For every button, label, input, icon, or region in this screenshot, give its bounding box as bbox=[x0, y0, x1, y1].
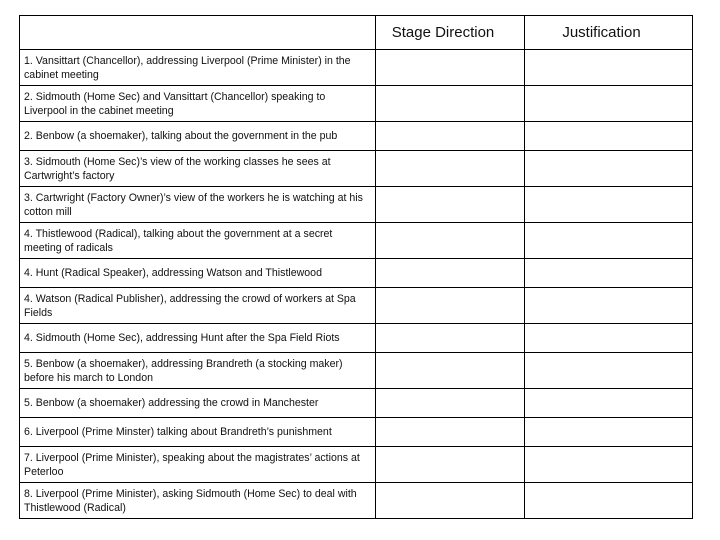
justification-cell[interactable] bbox=[525, 151, 693, 187]
scenario-cell: 2. Sidmouth (Home Sec) and Vansittart (Chancellor) speaking to Liverpool in the cabinet meeting bbox=[20, 86, 376, 122]
justification-cell[interactable] bbox=[525, 324, 693, 353]
header-scenario bbox=[20, 16, 376, 50]
justification-cell[interactable] bbox=[525, 389, 693, 418]
scenario-cell: 4. Thistlewood (Radical), talking about the government at a secret meeting of radicals bbox=[20, 223, 376, 259]
stage-direction-cell[interactable] bbox=[376, 86, 525, 122]
table-row bbox=[20, 324, 693, 353]
scenario-cell: 5. Benbow (a shoemaker) addressing the crowd in Manchester bbox=[20, 389, 376, 418]
header-row bbox=[20, 16, 693, 50]
stage-direction-cell[interactable] bbox=[376, 483, 525, 519]
justification-cell[interactable] bbox=[525, 259, 693, 288]
table-row bbox=[20, 86, 693, 122]
table-row bbox=[20, 151, 693, 187]
justification-cell[interactable] bbox=[525, 50, 693, 86]
stage-direction-cell[interactable] bbox=[376, 353, 525, 389]
table-row bbox=[20, 418, 693, 447]
stage-direction-cell[interactable] bbox=[376, 50, 525, 86]
header-justification: Justification bbox=[525, 16, 693, 50]
stage-direction-cell[interactable] bbox=[376, 151, 525, 187]
justification-cell[interactable] bbox=[525, 353, 693, 389]
table-row bbox=[20, 50, 693, 86]
justification-cell[interactable] bbox=[525, 86, 693, 122]
stage-direction-cell[interactable] bbox=[376, 288, 525, 324]
stage-direction-cell[interactable] bbox=[376, 122, 525, 151]
scenario-cell: 1. Vansittart (Chancellor), addressing Liverpool (Prime Minister) in the cabinet meeting bbox=[20, 50, 376, 86]
scenario-cell: 8. Liverpool (Prime Minister), asking Sidmouth (Home Sec) to deal with Thistlewood (Radical) bbox=[20, 483, 376, 519]
scenario-cell: 7. Liverpool (Prime Minister), speaking about the magistrates’ actions at Peterloo bbox=[20, 447, 376, 483]
scenario-cell: 3. Sidmouth (Home Sec)’s view of the working classes he sees at Cartwright’s factory bbox=[20, 151, 376, 187]
stage-direction-cell[interactable] bbox=[376, 447, 525, 483]
stage-direction-cell[interactable] bbox=[376, 187, 525, 223]
table-row bbox=[20, 223, 693, 259]
header-stage-direction: Stage Direction bbox=[376, 16, 525, 50]
justification-cell[interactable] bbox=[525, 288, 693, 324]
stage-direction-cell[interactable] bbox=[376, 259, 525, 288]
scenario-cell: 6. Liverpool (Prime Minster) talking about Brandreth’s punishment bbox=[20, 418, 376, 447]
justification-cell[interactable] bbox=[525, 418, 693, 447]
justification-cell[interactable] bbox=[525, 223, 693, 259]
table-row bbox=[20, 447, 693, 483]
worksheet-table bbox=[19, 15, 693, 519]
stage-direction-cell[interactable] bbox=[376, 223, 525, 259]
scenario-cell: 4. Hunt (Radical Speaker), addressing Watson and Thistlewood bbox=[20, 259, 376, 288]
justification-cell[interactable] bbox=[525, 447, 693, 483]
table-row bbox=[20, 259, 693, 288]
justification-cell[interactable] bbox=[525, 483, 693, 519]
justification-cell[interactable] bbox=[525, 187, 693, 223]
stage-direction-cell[interactable] bbox=[376, 389, 525, 418]
table-row bbox=[20, 483, 693, 519]
table-row bbox=[20, 288, 693, 324]
scenario-cell: 4. Sidmouth (Home Sec), addressing Hunt after the Spa Field Riots bbox=[20, 324, 376, 353]
scenario-cell: 3. Cartwright (Factory Owner)’s view of the workers he is watching at his cotton mill bbox=[20, 187, 376, 223]
stage-direction-cell[interactable] bbox=[376, 418, 525, 447]
stage-direction-cell[interactable] bbox=[376, 324, 525, 353]
table-row bbox=[20, 187, 693, 223]
table-row bbox=[20, 389, 693, 418]
table-row bbox=[20, 353, 693, 389]
scenario-cell: 5. Benbow (a shoemaker), addressing Brandreth (a stocking maker) before his march to London bbox=[20, 353, 376, 389]
scenario-cell: 2. Benbow (a shoemaker), talking about the government in the pub bbox=[20, 122, 376, 151]
scenario-cell: 4. Watson (Radical Publisher), addressing the crowd of workers at Spa Fields bbox=[20, 288, 376, 324]
justification-cell[interactable] bbox=[525, 122, 693, 151]
table-row bbox=[20, 122, 693, 151]
